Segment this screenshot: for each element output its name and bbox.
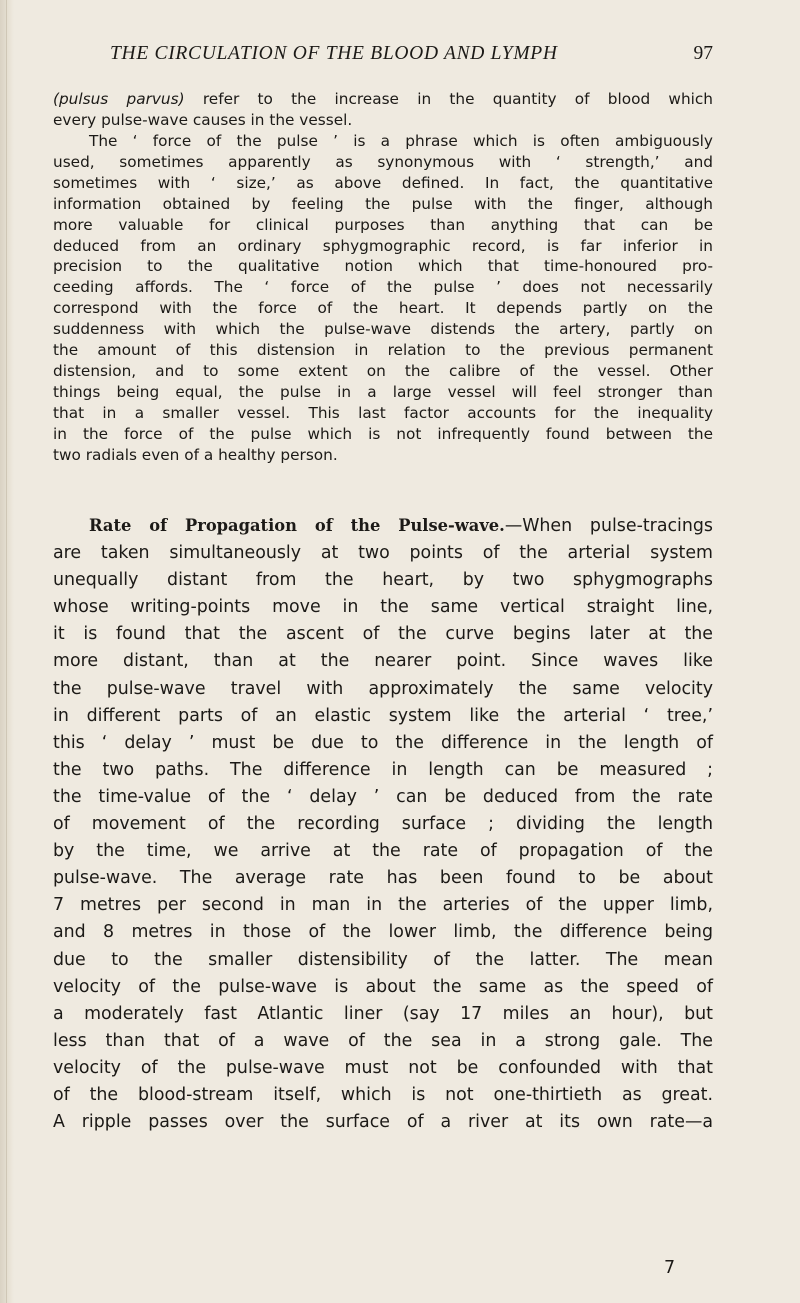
text-line: used, sometimes apparently as synonymous with ‘ strength,’ and xyxy=(53,152,713,171)
text-line: velocity of the pulse-wave is about the same as the speed of xyxy=(53,976,713,997)
text-line: ceeding affords. The ‘ force of the pulse ’ does not necessarily xyxy=(53,278,713,297)
signature-mark: 7 xyxy=(664,1258,676,1278)
page-binding-edge xyxy=(0,0,14,1303)
running-head-title: THE CIRCULATION OF THE BLOOD AND LYMPH xyxy=(110,43,558,64)
text-line: more distant, than at the nearer point. Since waves like xyxy=(53,651,713,672)
text-line: whose writing-points move in the same vertical straight line, xyxy=(53,597,713,618)
text-line: the amount of this distension in relation to the previous permanent xyxy=(53,341,713,360)
text-line: of the blood-stream itself, which is not one-thirtieth as great. xyxy=(53,1084,713,1105)
paragraph-pulsus-parvus xyxy=(53,89,713,131)
text-line: deduced from an ordinary sphygmographic record, is far inferior in xyxy=(53,236,713,255)
text-run: —When pulse-tracings xyxy=(504,516,713,536)
text-line: information obtained by feeling the pulse with the finger, although xyxy=(53,194,713,213)
section-heading: Rate of Propagation of the Pulse-wave. xyxy=(89,516,505,535)
text-line: pulse-wave. The average rate has been found to be about xyxy=(53,868,713,889)
text-line: correspond with the force of the heart. It depends partly on the xyxy=(53,299,713,318)
text-line: by the time, we arrive at the rate of propagation of the xyxy=(53,841,713,862)
text-line: more valuable for clinical purposes than anything that can be xyxy=(53,215,713,234)
text-line xyxy=(53,89,713,110)
text-line: and 8 metres in those of the lower limb, the difference being xyxy=(53,922,713,943)
page-header xyxy=(110,43,713,73)
text-line: a moderately fast Atlantic liner (say 17 miles an hour), but xyxy=(53,1003,713,1024)
text-line: in the force of the pulse which is not infrequently found between the xyxy=(53,424,713,443)
text-line: things being equal, the pulse in a large vessel will feel stronger than xyxy=(53,382,713,401)
text-line: are taken simultaneously at two points of the arterial system xyxy=(53,543,713,564)
text-line: A ripple passes over the surface of a river at its own rate—a xyxy=(53,1112,713,1133)
text-line: the pulse-wave travel with approximately the same velocity xyxy=(53,678,713,699)
text-line: velocity of the pulse-wave must not be confounded with that xyxy=(53,1057,713,1078)
text-line: The ‘ force of the pulse ’ is a phrase which is often ambiguously xyxy=(89,132,713,150)
text-line: suddenness with which the pulse-wave distends the artery, partly on xyxy=(53,320,713,339)
text-line: due to the smaller distensibility of the latter. The mean xyxy=(53,949,713,970)
text-line: the two paths. The difference in length can be measured ; xyxy=(53,759,713,780)
text-line: distension, and to some extent on the calibre of the vessel. Other xyxy=(53,361,713,380)
paragraph-force-of-pulse xyxy=(53,131,713,466)
text-line xyxy=(53,512,713,540)
text-line: unequally distant from the heart, by two sphygmographs xyxy=(53,570,713,591)
text-line: in different parts of an elastic system like the arterial ‘ tree,’ xyxy=(53,705,713,726)
text-line: precision to the qualitative notion which that time-honoured pro- xyxy=(53,257,713,276)
text-line: that in a smaller vessel. This last factor accounts for the inequality xyxy=(53,403,713,422)
page-number: 97 xyxy=(693,43,713,64)
text-line: of movement of the recording surface ; dividing the length xyxy=(53,814,713,835)
italic-term: (pulsus parvus) xyxy=(53,90,185,108)
text-line: two radials even of a healthy person. xyxy=(53,445,338,464)
text-line: it is found that the ascent of the curve begins later at the xyxy=(53,624,713,645)
page-binding-line xyxy=(6,0,7,1303)
text-line: every pulse-wave causes in the vessel. xyxy=(53,110,353,129)
text-line: this ‘ delay ’ must be due to the difference in the length of xyxy=(53,732,713,753)
text-line: the time-value of the ‘ delay ’ can be deduced from the rate xyxy=(53,786,713,807)
section-rate-of-propagation xyxy=(53,512,713,1136)
text-line: 7 metres per second in man in the arteries of the upper limb, xyxy=(53,895,713,916)
text-line: sometimes with ‘ size,’ as above defined. In fact, the quantitative xyxy=(53,173,713,192)
text-run: refer to the increase in the quantity of blood which xyxy=(184,90,713,108)
text-line: less than that of a wave of the sea in a strong gale. The xyxy=(53,1030,713,1051)
